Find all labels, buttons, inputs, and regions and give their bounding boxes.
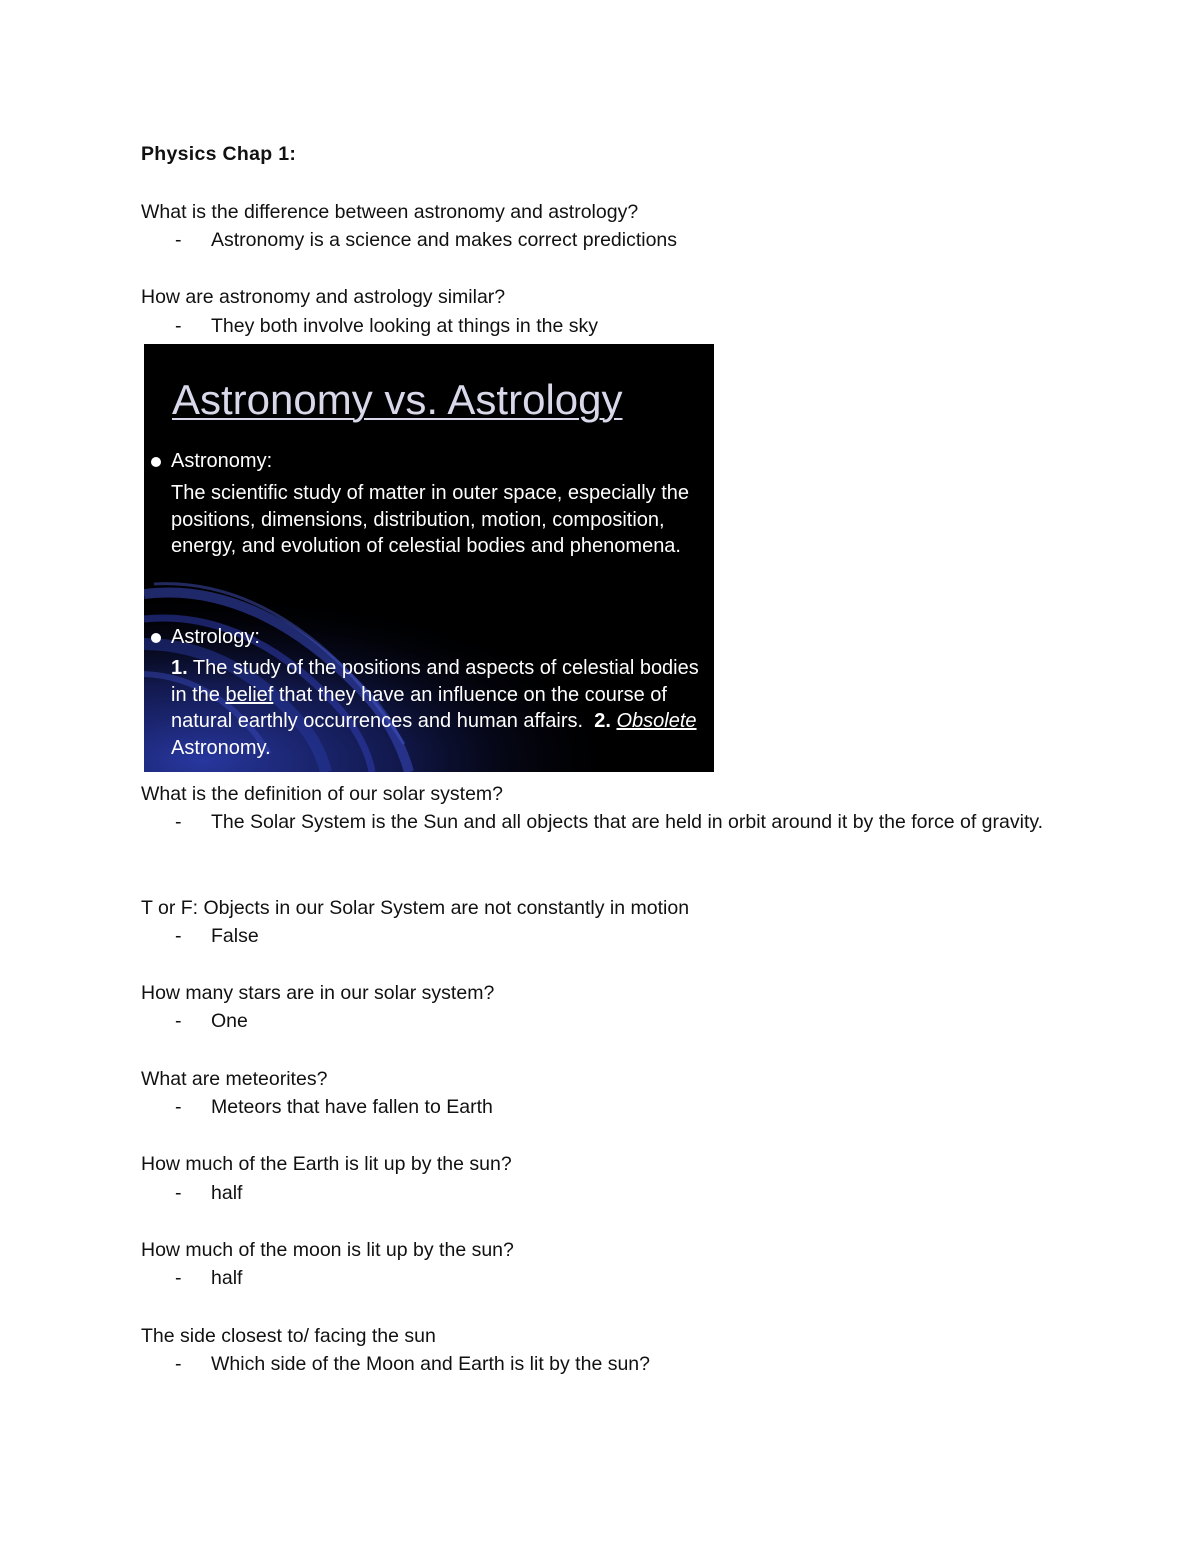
slide-astronomy-definition: The scientific study of matter in outer space, especially the positions, dimensions, distribution, motion, composition, energy, and evolution of celestial bodies and phenomena. [171,482,690,557]
slide-bullet-dot [151,457,161,467]
answer-6: Meteors that have fallen to Earth [211,1096,493,1118]
question-1: What is the difference between astronomy and astrology? [141,201,639,223]
answer-2: They both involve looking at things in the sky [211,315,598,337]
answer-8: half [211,1267,243,1289]
slide-astronomy-heading: Astronomy: [171,450,273,472]
question-3: What is the definition of our solar system? [141,783,503,805]
slide-title: Astronomy vs. Astrology [172,376,623,423]
obsolete-text: Obsolete [616,710,697,732]
dash-bullet: - [175,1353,182,1375]
definition-number-2: 2. [594,710,611,732]
question-9: The side closest to/ facing the sun [141,1325,436,1347]
answer-4: False [211,925,259,947]
astrology-text-part-1: The study of the positions and aspects of celestial bodies in the [171,657,699,706]
answer-3: The Solar System is the Sun and all objects that are held in orbit around it by the force of gravity. [211,811,1044,833]
dash-bullet: - [175,811,182,833]
question-5: How many stars are in our solar system? [141,982,495,1004]
question-2: How are astronomy and astrology similar? [141,286,506,308]
dash-bullet: - [175,229,182,251]
astrology-text-part-2: that they have an influence on the course of natural earthly occurrences and human affairs. [171,683,667,732]
question-7: How much of the Earth is lit up by the sun? [141,1153,512,1175]
dash-bullet: - [175,1096,182,1118]
answer-9: Which side of the Moon and Earth is lit by the sun? [211,1353,650,1375]
answer-5: One [211,1010,248,1032]
question-8: How much of the moon is lit up by the sun? [141,1239,514,1261]
document-title: Physics Chap 1: [141,143,297,165]
question-4: T or F: Objects in our Solar System are not constantly in motion [141,897,690,919]
definition-number-1: 1. [171,657,188,679]
answer-1: Astronomy is a science and makes correct predictions [211,229,678,251]
question-6: What are meteorites? [141,1068,328,1090]
dash-bullet: - [175,1182,182,1204]
astrology-text-part-3: Astronomy. [171,736,271,759]
dash-bullet: - [175,1010,182,1032]
slide-astrology-heading: Astrology: [171,626,260,648]
dash-bullet: - [175,315,182,337]
astronomy-vs-astrology-slide [144,344,714,772]
slide-astrology-definition [171,655,711,761]
slide-bullet-dot [151,633,161,643]
belief-link-text: belief [225,683,274,706]
dash-bullet: - [175,1267,182,1289]
dash-bullet: - [175,925,182,947]
answer-7: half [211,1182,243,1204]
